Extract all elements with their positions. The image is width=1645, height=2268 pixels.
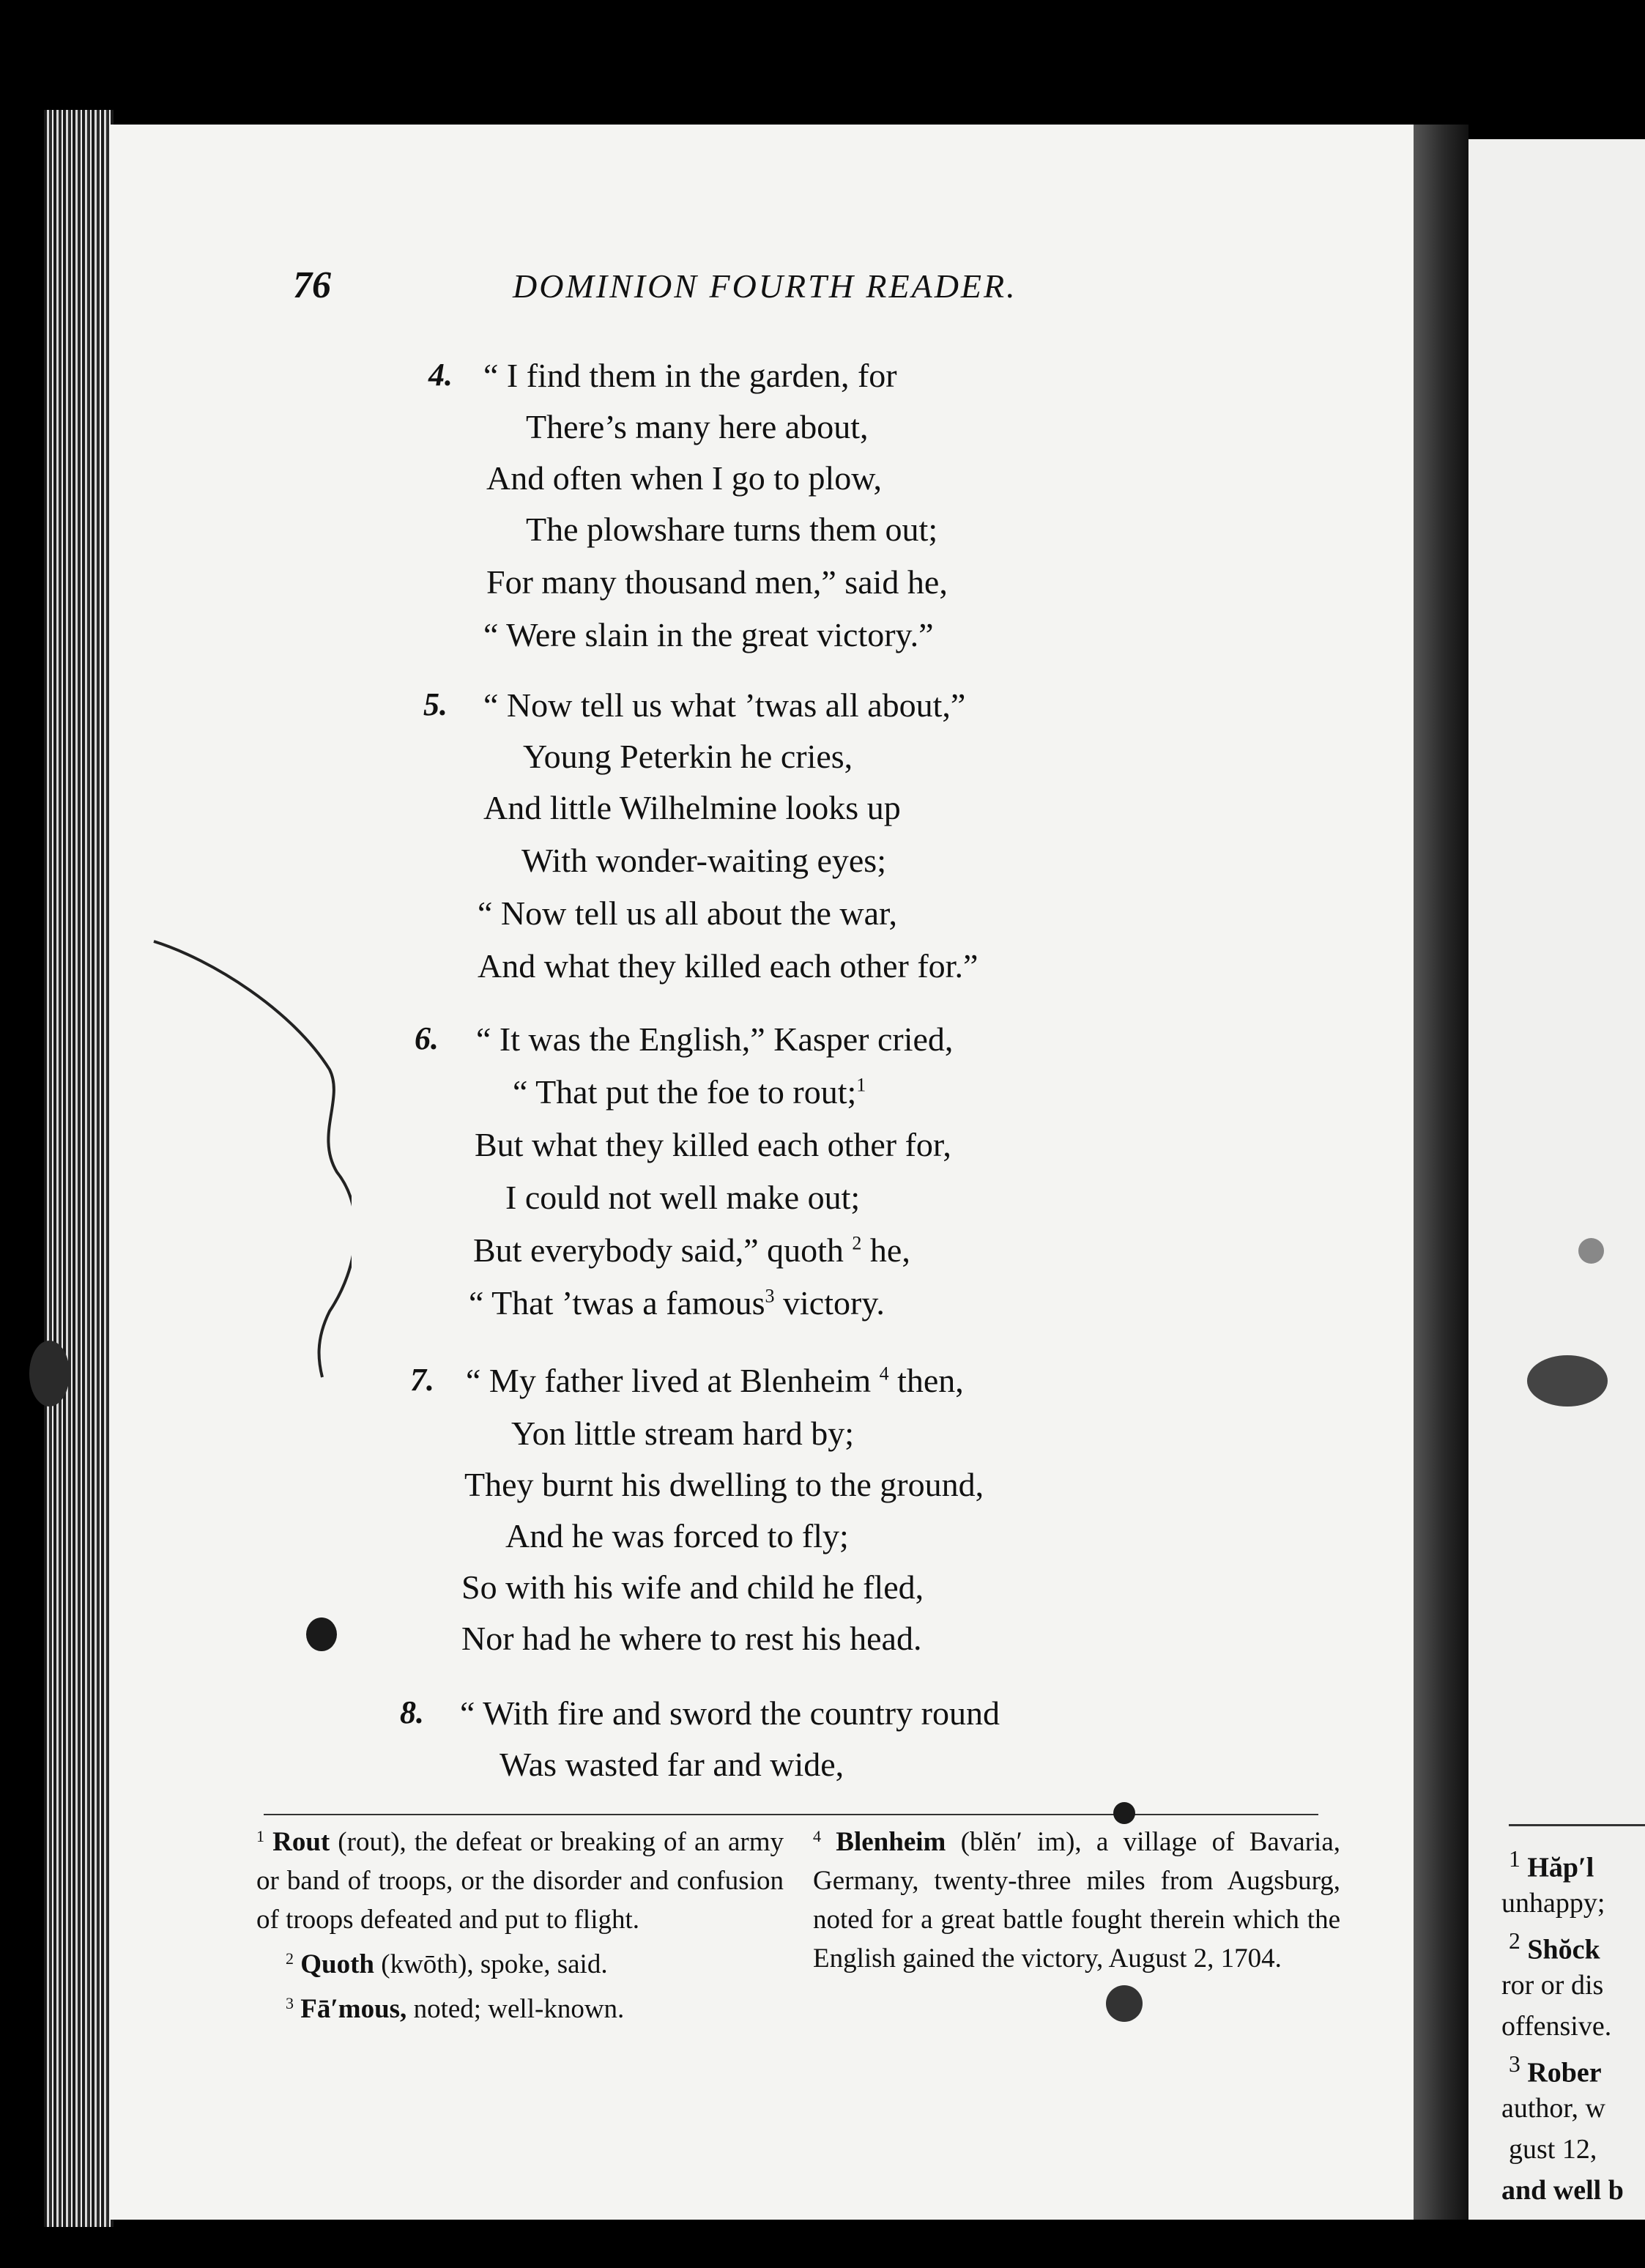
poem-line: “ It was the English,” Kasper cried,	[476, 1020, 954, 1058]
next-page-line: $^2$ Shŏck	[1509, 1928, 1600, 1965]
footnotes-right-column	[813, 1817, 1340, 1978]
poem-line-text: victory.	[783, 1284, 885, 1322]
poem-line: With wonder-waiting eyes;	[521, 842, 886, 879]
ink-blot	[29, 1341, 70, 1407]
pencil-scribble	[146, 930, 352, 1385]
poem-line: Was wasted far and wide,	[500, 1746, 844, 1783]
footnote-text: (blĕn′ im), a village of Bavaria, Germany, twenty-three miles from Augsburg, noted for a great battle fought therein which the English gained the victory, August 2, 1704.	[813, 1827, 1340, 1974]
footnote-mark: 1	[256, 1827, 264, 1845]
right-page-fragment	[1468, 139, 1645, 2220]
poem-line: For many thousand men,” said he,	[486, 563, 948, 601]
poem-line: They burnt his dwelling to the ground,	[464, 1466, 984, 1503]
next-page-line: author, w	[1501, 2093, 1605, 2124]
footnote-text: noted; well-known.	[406, 1994, 625, 2024]
poem-line: And often when I go to plow,	[486, 459, 882, 497]
poem-line	[513, 1072, 866, 1111]
ink-stain	[1527, 1355, 1608, 1407]
poem-line: “ Now tell us all about the war,	[478, 894, 898, 932]
footnote-mark: 4	[813, 1827, 821, 1845]
next-page-line: $^1$ Hăp′l	[1509, 1846, 1594, 1883]
next-page-footnote-rule	[1509, 1824, 1645, 1826]
poem-line-text: “ That put the foe to rout;	[513, 1073, 857, 1111]
next-page-line: unhappy;	[1501, 1888, 1605, 1919]
poem-line	[466, 1361, 964, 1400]
footnote-ref: 2	[852, 1232, 862, 1254]
poem-line: I could not well make out;	[505, 1179, 861, 1216]
poem-line: “ Were slain in the great victory.”	[483, 616, 934, 653]
poem-line: There’s many here about,	[526, 408, 869, 445]
poem-line-text: But everybody said,” quoth	[473, 1231, 844, 1269]
next-page-line: $^3$ Rober	[1509, 2051, 1602, 2089]
footnote-text: (kwōth), spoke, said.	[374, 1949, 608, 1979]
poem-line: And what they killed each other for.”	[478, 947, 979, 985]
next-page-line: offensive.	[1501, 2011, 1612, 2042]
poem-line: “ With fire and sword the country round	[460, 1694, 1000, 1732]
footnote-ref: 4	[879, 1363, 889, 1385]
footnote-term: Rout	[272, 1827, 330, 1857]
ink-blot	[306, 1617, 337, 1651]
poem-line: And little Wilhelmine looks up	[483, 789, 901, 826]
stanza-number: 8.	[400, 1694, 424, 1730]
poem-line-text: “ My father lived at Blenheim	[466, 1362, 872, 1399]
book-gutter	[1414, 125, 1468, 2220]
poem-line: But what they killed each other for,	[475, 1126, 951, 1163]
next-page-line: ror or dis	[1501, 1970, 1604, 2001]
poem-line: Young Peterkin he cries,	[523, 738, 853, 775]
footnote	[256, 1817, 784, 1939]
footnote-divider	[264, 1814, 1318, 1815]
poem-line	[473, 1231, 910, 1270]
poem-line: Yon little stream hard by;	[511, 1415, 855, 1452]
poem-line: The plowshare turns them out;	[526, 511, 938, 548]
poem-line: Nor had he where to rest his head.	[461, 1620, 922, 1657]
poem-line-text: then,	[897, 1362, 964, 1399]
footnote-term: Quoth	[300, 1949, 375, 1979]
book-page-edges	[44, 110, 114, 2227]
running-title: DOMINION FOURTH READER.	[513, 267, 1017, 305]
next-page-line: gust 12,	[1509, 2134, 1597, 2165]
stanza-number: 5.	[423, 686, 448, 722]
footnote-term: Blenheim	[836, 1827, 946, 1857]
ink-blot	[1106, 1985, 1143, 2022]
footnotes-left-column	[256, 1817, 784, 2028]
footnote-mark: 2	[286, 1949, 294, 1968]
footnote-term: Fā′mous,	[300, 1994, 407, 2024]
page-header	[293, 264, 1406, 322]
footnotes	[256, 1817, 1340, 2058]
footnote	[256, 1984, 784, 2028]
poem-line-text: he,	[869, 1231, 910, 1269]
stanza-number: 4.	[428, 357, 453, 393]
next-page-line: and well b	[1501, 2175, 1624, 2206]
ink-stain	[1578, 1238, 1604, 1264]
poem-line	[469, 1283, 885, 1322]
ink-blot	[1113, 1802, 1135, 1824]
footnote-text: (rout), the defeat or breaking of an army or band of troops, or the disorder and confusion of troops defeated and put to flight.	[256, 1827, 784, 1935]
poem-line: And he was forced to fly;	[505, 1517, 849, 1554]
page-number: 76	[293, 264, 331, 306]
footnote	[256, 1939, 784, 1984]
poem-line: So with his wife and child he fled,	[461, 1568, 924, 1606]
footnote-ref: 3	[765, 1285, 775, 1307]
stanza-number: 6.	[415, 1020, 439, 1056]
footnote	[813, 1817, 1340, 1978]
footnote-mark: 3	[286, 1994, 294, 2012]
stanza-number: 7.	[410, 1362, 434, 1398]
poem-line: “ Now tell us what ’twas all about,”	[483, 686, 966, 724]
poem-line-text: “ That ’twas a famous	[469, 1284, 765, 1322]
poem-line: “ I find them in the garden, for	[483, 357, 897, 394]
footnote-ref: 1	[856, 1074, 866, 1096]
